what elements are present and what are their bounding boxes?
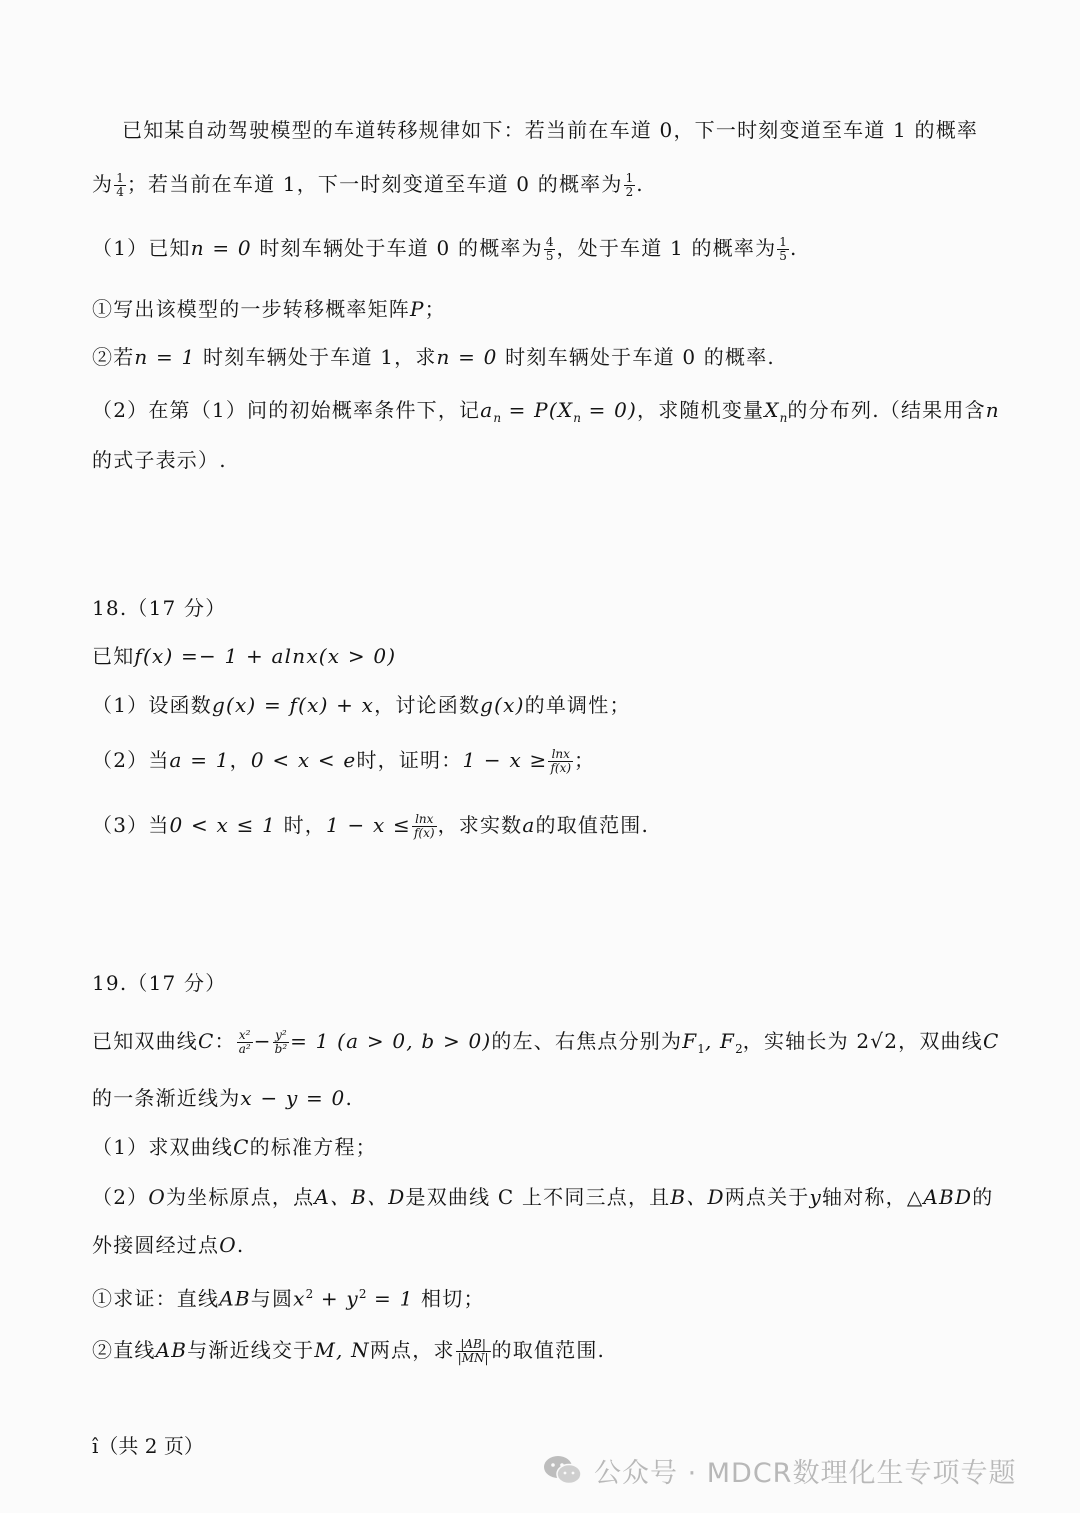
text: ，实轴长为 2√2，双曲线 [742, 1029, 983, 1053]
text: 是双曲线 C 上不同三点，且 [405, 1185, 671, 1209]
text: 与圆 [250, 1286, 294, 1311]
text: ，处于车道 1 的概率为 [556, 236, 777, 260]
subscript: n [779, 411, 788, 425]
wechat-icon [542, 1453, 584, 1487]
text: 的标准方程； [249, 1135, 377, 1159]
page-footer: î（共 2 页） [92, 1434, 204, 1458]
denominator: a² [238, 1042, 251, 1056]
math: g(x) = f(x) + x [211, 693, 375, 717]
text: 的单调性； [524, 693, 631, 717]
text: 已知 [92, 644, 135, 668]
math: a [522, 813, 536, 837]
p19-q2 [92, 1183, 1020, 1211]
math: ABD [923, 1185, 973, 1209]
math: B、D [670, 1185, 725, 1209]
math: P [410, 297, 425, 321]
math: O [219, 1233, 237, 1257]
fraction [544, 236, 556, 263]
math: x − y = 0 [240, 1086, 346, 1110]
text: 的左、右焦点分别为 [491, 1029, 683, 1053]
text: . [636, 172, 644, 196]
p17-intro-line2 [92, 170, 1020, 199]
p19-q2-line2 [92, 1231, 1020, 1259]
numerator: 1 [625, 171, 634, 185]
fraction [237, 1029, 253, 1056]
p19-given [92, 1027, 1020, 1063]
p17-q1-i [92, 295, 1020, 323]
fraction [114, 172, 126, 199]
text: 与渐近线交于 [187, 1338, 315, 1362]
denominator: f(x) [550, 761, 572, 775]
denominator: |MN| [457, 1351, 489, 1365]
text: 为 [92, 172, 114, 196]
text: 时刻车辆处于车道 0 的概率. [497, 345, 775, 369]
denominator: 2 [625, 185, 634, 199]
text: （1）设函数 [92, 693, 212, 717]
p18-heading [92, 594, 1020, 622]
math: A、B、D [314, 1185, 406, 1209]
text: （1）求双曲线 [92, 1135, 234, 1159]
math: O [148, 1185, 166, 1209]
p18-q2 [92, 746, 1020, 775]
p17-intro-line1 [122, 116, 1020, 144]
superscript: 2 [305, 1287, 314, 1301]
p19-q2-ii [92, 1336, 1020, 1365]
math: a = 1 [169, 748, 230, 772]
problem-heading: 19.（17 分） [92, 971, 227, 995]
math: 0 < x ≤ 1 [169, 813, 277, 837]
numerator: 1 [779, 235, 787, 249]
math: AB [219, 1286, 251, 1311]
denominator: b² [274, 1042, 288, 1056]
fraction [548, 748, 573, 775]
fraction [273, 1029, 290, 1056]
text: 时，证明： [356, 748, 463, 772]
math: n [985, 398, 1000, 422]
text: . [789, 236, 798, 260]
math: = P(X [501, 398, 574, 422]
subscript: 2 [735, 1042, 743, 1056]
text: 时刻车辆处于车道 0 的概率为 [251, 236, 543, 260]
text: 相切； [413, 1286, 485, 1311]
text: ②直线 [92, 1338, 156, 1362]
text: ： [214, 1029, 236, 1053]
math: C [198, 1029, 215, 1053]
subscript: n [493, 411, 502, 425]
math: = 1 (a > 0, b > 0) [290, 1029, 492, 1053]
p19-q2-i [92, 1280, 1020, 1313]
math: C [233, 1135, 250, 1159]
text: − [253, 1029, 272, 1053]
text: ； [574, 748, 596, 772]
p17-q2-line2 [92, 446, 1020, 474]
text: . [236, 1233, 245, 1257]
p19-heading [92, 969, 1020, 997]
denominator: 4 [116, 185, 124, 199]
text: （2） [92, 1185, 149, 1209]
text: ；若当前在车道 1，下一时刻变道至车道 0 的概率为 [126, 172, 623, 196]
p18-q1 [92, 691, 1020, 719]
math: 1 − x ≤ [325, 813, 411, 837]
text: 外接圆经过点 [92, 1233, 220, 1257]
p18-given [92, 642, 1020, 670]
math: + y [313, 1286, 359, 1311]
numerator: |AB| [456, 1338, 491, 1352]
text: ①求证：直线 [92, 1286, 220, 1311]
subscript: n [573, 411, 582, 425]
numerator: 4 [545, 235, 554, 249]
math: F [682, 1029, 698, 1053]
text: 时刻车辆处于车道 1，求 [195, 345, 437, 369]
math: X [764, 398, 780, 422]
math: AB [155, 1338, 188, 1362]
math: n = 1 [134, 345, 196, 369]
text: ①写出该模型的一步转移概率矩阵 [92, 297, 410, 321]
math: y [809, 1185, 823, 1209]
numerator: lnx [548, 748, 573, 762]
text: 的一条渐近线为 [92, 1086, 241, 1110]
text: ②若 [92, 345, 135, 369]
math: = 0) [581, 398, 638, 422]
text: （1）已知 [92, 236, 191, 260]
text: 为坐标原点，点 [165, 1185, 315, 1209]
fraction [412, 813, 437, 840]
p17-q1-ii [92, 343, 1020, 371]
fraction [456, 1338, 491, 1365]
text: 已知双曲线 [92, 1029, 198, 1053]
math: M, N [314, 1338, 370, 1362]
math: , F [704, 1029, 736, 1053]
math: n = 0 [436, 345, 498, 369]
numerator: lnx [412, 813, 437, 827]
fraction [777, 236, 789, 263]
text: ， [229, 748, 251, 772]
p19-q1 [92, 1133, 1020, 1161]
text: 两点关于 [724, 1185, 810, 1209]
math: n = 0 [190, 236, 252, 260]
text: . [345, 1086, 354, 1110]
text: （2）当 [92, 748, 170, 772]
numerator: x² [237, 1029, 253, 1043]
math: 0 < x < e [250, 748, 357, 772]
superscript: 2 [358, 1287, 367, 1301]
text: 的式子表示）. [92, 448, 227, 472]
p19-given-line2 [92, 1084, 1020, 1112]
text: ； [424, 297, 446, 321]
text: 两点，求 [369, 1338, 455, 1362]
problem-heading: 18.（17 分） [92, 596, 227, 620]
fraction [624, 172, 636, 199]
numerator: y² [273, 1029, 290, 1043]
denominator: 5 [545, 249, 554, 263]
numerator: 1 [116, 171, 124, 185]
denominator: 5 [779, 249, 787, 263]
denominator: f(x) [413, 826, 435, 840]
text: 的取值范围. [491, 1338, 606, 1362]
math: g(x) [480, 693, 525, 717]
math: 1 − x ≥ [462, 748, 548, 772]
math: f(x) =− 1 + alnx(x > 0) [134, 644, 397, 668]
text: 的 [972, 1185, 994, 1209]
math: a [480, 398, 494, 422]
text: （3）当 [92, 813, 170, 837]
text: 已知某自动驾驶模型的车道转移规律如下：若当前在车道 0，下一时刻变道至车道 1 的概率 [122, 118, 979, 142]
text: ，讨论函数 [374, 693, 481, 717]
text: ，求实数 [437, 813, 523, 837]
text: ，求随机变量 [637, 398, 765, 422]
math: = 1 [366, 1286, 414, 1311]
p17-q2 [92, 396, 1020, 432]
subscript: 1 [697, 1042, 705, 1056]
text: 的分布列.（结果用含 [787, 398, 986, 422]
watermark-text: 公众号 · MDCR数理化生专项专题 [594, 1457, 1017, 1489]
p18-q3 [92, 811, 1020, 840]
text: （2）在第（1）问的初始概率条件下，记 [92, 398, 481, 422]
text: 轴对称，△ [822, 1185, 924, 1209]
math: C [982, 1029, 1000, 1053]
p17-q1 [92, 234, 1020, 263]
watermark [542, 1450, 1016, 1490]
text: 时， [276, 813, 326, 837]
math: x [293, 1286, 306, 1311]
text: 的取值范围. [535, 813, 650, 837]
